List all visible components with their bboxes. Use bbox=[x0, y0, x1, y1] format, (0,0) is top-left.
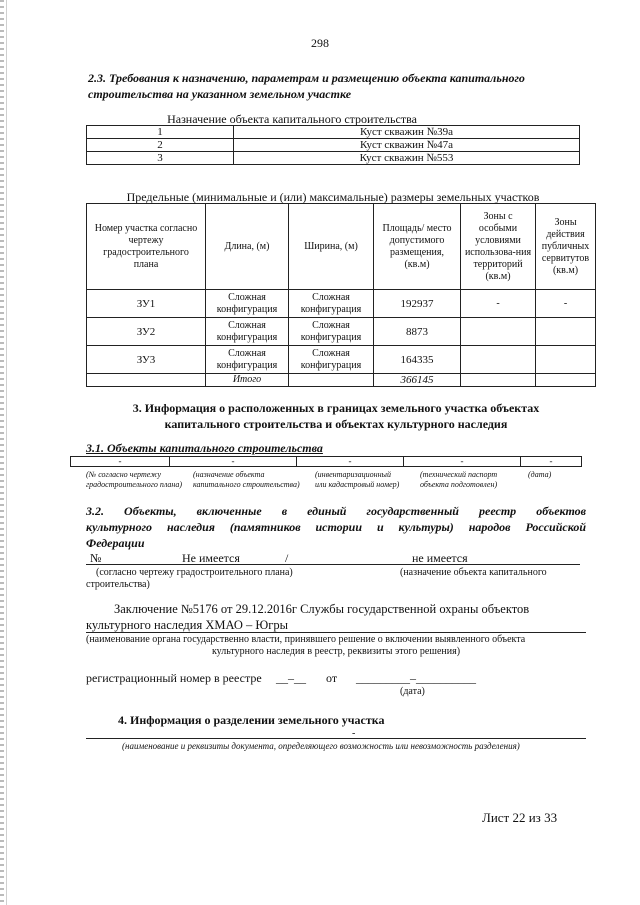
table-row: - - - - - bbox=[71, 457, 582, 467]
authority-caption: (наименование органа государственно власти, принявшего решение о включении выявленного объекта культурного наследия в реестр, реквизиты этого решения) bbox=[86, 634, 526, 657]
cell-area: 8873 bbox=[374, 318, 461, 346]
table-row bbox=[87, 139, 580, 152]
header-servitude: Зоны действия публичных сервитутов (кв.м) bbox=[536, 204, 596, 290]
cell-width: Сложная конфигурация bbox=[289, 318, 374, 346]
purpose-value: Куст скважин №47а bbox=[234, 139, 580, 152]
total-value: 366145 bbox=[374, 374, 461, 387]
from-label: от bbox=[326, 671, 338, 685]
cell-zones bbox=[461, 318, 536, 346]
table-row bbox=[87, 152, 580, 165]
cell-plot-id: ЗУ2 bbox=[87, 318, 206, 346]
underline bbox=[86, 738, 586, 739]
cell-length: Сложная конфигурация bbox=[206, 346, 289, 374]
header-zones: Зоны с особыми условиями использова-ния территорий (кв.м) bbox=[461, 204, 536, 290]
header-width: Ширина, (м) bbox=[289, 204, 374, 290]
total-label-text: Итого bbox=[206, 374, 289, 387]
caption-plan-number: (согласно чертежу градостроительного плана) bbox=[96, 567, 293, 578]
caption-number: (№ согласно чертежу градостроительного плана) bbox=[86, 470, 183, 489]
table-header-row bbox=[87, 204, 596, 290]
slash: / bbox=[285, 551, 289, 565]
purpose-num: 3 bbox=[87, 152, 234, 165]
cell-servitude bbox=[536, 346, 596, 374]
cell-servitude: - bbox=[536, 290, 596, 318]
table-total-row bbox=[87, 374, 596, 387]
caption-purpose: (назначение объекта капитального строительства) bbox=[193, 470, 300, 489]
not-present-2: не имеется bbox=[412, 551, 468, 565]
cell-servitude bbox=[536, 318, 596, 346]
purpose-value: Куст скважин №39а bbox=[234, 126, 580, 139]
caption-date: (дата) bbox=[528, 470, 552, 479]
section-2-3-heading: 2.3. Требования к назначению, параметрам и размещению объекта капитального строительства на указанном земельном участке bbox=[88, 71, 525, 101]
header-area: Площадь/ место допустимого размещения, (кв.м) bbox=[374, 204, 461, 290]
objects-table bbox=[70, 456, 582, 467]
subsection-3-1: 3.1. Объекты капитального строительства bbox=[86, 441, 323, 455]
table-row bbox=[87, 318, 596, 346]
caption-construction: строительства) bbox=[86, 579, 150, 590]
table-row bbox=[87, 126, 580, 139]
purpose-num: 2 bbox=[87, 139, 234, 152]
purpose-value: Куст скважин №553 bbox=[234, 152, 580, 165]
registration-date: _________–__________ bbox=[356, 671, 476, 685]
cell-zones: - bbox=[461, 290, 536, 318]
registration-label: регистрационный номер в реестре bbox=[86, 671, 262, 685]
section-4-caption: (наименование и реквизиты документа, определяющего возможность или невозможность разделения) bbox=[122, 741, 520, 751]
caption-passport: (технический паспорт объекта подготовлен) bbox=[420, 470, 498, 489]
section-4-heading: 4. Информация о разделении земельного участка bbox=[118, 713, 385, 727]
table-row bbox=[87, 346, 596, 374]
purpose-num: 1 bbox=[87, 126, 234, 139]
sizes-table bbox=[86, 203, 596, 387]
cell-zones bbox=[461, 346, 536, 374]
not-present-1: Не имеется bbox=[182, 551, 240, 565]
registration-value: __–__ bbox=[276, 671, 306, 685]
scan-edge-line bbox=[6, 0, 7, 905]
underline bbox=[86, 632, 586, 633]
page-number: 298 bbox=[311, 36, 329, 50]
sheet-number: Лист 22 из 33 bbox=[482, 810, 558, 825]
table-row bbox=[87, 290, 596, 318]
cell-length: Сложная конфигурация bbox=[206, 318, 289, 346]
header-plot-number: Номер участка согласно чертежу градостроительного плана bbox=[87, 204, 206, 290]
total-label bbox=[87, 374, 206, 387]
date-caption: (дата) bbox=[400, 686, 425, 697]
purpose-caption: Назначение объекта капитального строительства bbox=[167, 112, 417, 126]
cell-width: Сложная конфигурация bbox=[289, 346, 374, 374]
cell-area: 192937 bbox=[374, 290, 461, 318]
caption-object-purpose: (назначение объекта капитального bbox=[400, 567, 547, 578]
purpose-table bbox=[86, 125, 580, 165]
caption-cadastral: (инвентаризационный или кадастровый номер) bbox=[315, 470, 400, 489]
underline bbox=[86, 564, 580, 565]
conclusion: Заключение №5176 от 29.12.2016г Службы государственной охраны объектов культурного наследия ХМАО – Югры bbox=[86, 602, 530, 632]
cell-area: 164335 bbox=[374, 346, 461, 374]
subsection-3-2: 3.2. Объекты, включенные в единый государственный реестр объектов культурного наследия (памятников истории и культуры) народов Российской Федерации bbox=[86, 504, 586, 550]
scan-edge bbox=[0, 0, 4, 905]
cell-plot-id: ЗУ1 bbox=[87, 290, 206, 318]
no-sign: № bbox=[90, 551, 102, 565]
cell-plot-id: ЗУ3 bbox=[87, 346, 206, 374]
cell-width: Сложная конфигурация bbox=[289, 290, 374, 318]
section-4-dash: - bbox=[352, 728, 356, 739]
header-length: Длина, (м) bbox=[206, 204, 289, 290]
cell-length: Сложная конфигурация bbox=[206, 290, 289, 318]
sizes-caption: Предельные (минимальные и (или) максимальные) размеры земельных участков bbox=[126, 190, 540, 204]
section-3-heading: 3. Информация о расположенных в границах земельного участка объектах капитального строительства и объектах культурного наследия bbox=[132, 401, 540, 431]
